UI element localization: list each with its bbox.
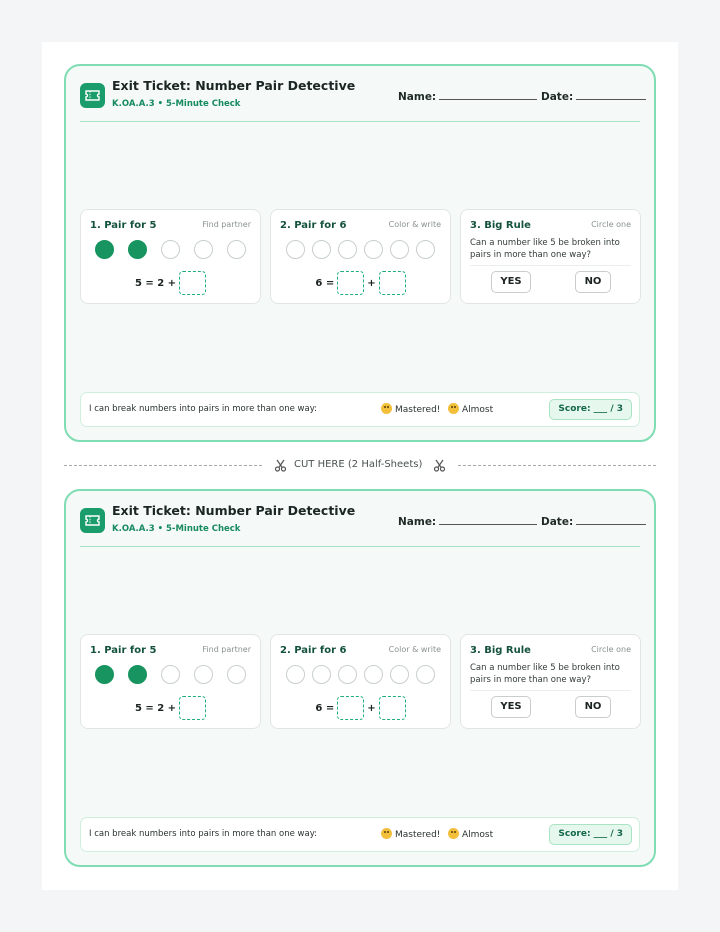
filled-counter-dot[interactable] xyxy=(95,240,114,259)
empty-counter-dot[interactable] xyxy=(364,240,383,259)
exit-ticket-top xyxy=(64,64,656,442)
date-line[interactable] xyxy=(576,90,646,100)
question-title: 1. Pair for 5 xyxy=(90,220,157,231)
counter-dots xyxy=(271,665,450,684)
yes-option[interactable]: YES xyxy=(491,696,531,718)
scissors-icon xyxy=(433,459,446,472)
name-field[interactable] xyxy=(398,90,537,103)
equation xyxy=(271,696,450,720)
empty-counter-dot[interactable] xyxy=(364,665,383,684)
date-field[interactable] xyxy=(541,515,646,528)
plus-sign: + xyxy=(367,277,376,289)
divider xyxy=(470,690,631,691)
ticket-standard: K.OA.A.3 • 5-Minute Check xyxy=(112,524,241,534)
answer-box[interactable] xyxy=(337,271,364,295)
empty-counter-dot[interactable] xyxy=(194,665,213,684)
self-assessment-bar xyxy=(80,817,640,852)
almost-label: Almost xyxy=(462,405,494,415)
empty-counter-dot[interactable] xyxy=(312,665,331,684)
question-hint: Find partner xyxy=(202,220,251,229)
date-label: Date: xyxy=(541,516,574,528)
name-label: Name: xyxy=(398,516,437,528)
empty-counter-dot[interactable] xyxy=(227,240,246,259)
empty-counter-dot[interactable] xyxy=(286,240,305,259)
self-assessment-statement: I can break numbers into pairs in more than one way: xyxy=(89,404,317,414)
smile-emoji-icon xyxy=(381,403,392,414)
question-hint: Color & write xyxy=(388,645,441,654)
question-title: 2. Pair for 6 xyxy=(280,645,347,656)
date-field[interactable] xyxy=(541,90,646,103)
equation xyxy=(81,271,260,295)
counter-dots xyxy=(81,240,260,259)
yes-option[interactable]: YES xyxy=(491,271,531,293)
cut-line xyxy=(64,458,656,472)
empty-counter-dot[interactable] xyxy=(338,240,357,259)
no-option[interactable]: NO xyxy=(575,271,611,293)
filled-counter-dot[interactable] xyxy=(128,240,147,259)
score-box: Score: ___ / 3 xyxy=(549,824,632,845)
empty-counter-dot[interactable] xyxy=(194,240,213,259)
question-hint: Find partner xyxy=(202,645,251,654)
dashed-line xyxy=(64,465,262,466)
score-box: Score: ___ / 3 xyxy=(549,399,632,420)
thinking-emoji-icon xyxy=(448,403,459,414)
counter-dots xyxy=(271,240,450,259)
name-label: Name: xyxy=(398,91,437,103)
cut-label: CUT HERE (2 Half-Sheets) xyxy=(294,459,423,470)
date-line[interactable] xyxy=(576,515,646,525)
smile-emoji-icon xyxy=(381,828,392,839)
ticket-icon xyxy=(80,508,105,533)
empty-counter-dot[interactable] xyxy=(416,665,435,684)
worksheet-page xyxy=(42,42,678,890)
question-title: 1. Pair for 5 xyxy=(90,645,157,656)
mastered-label: Mastered! xyxy=(395,830,441,840)
empty-counter-dot[interactable] xyxy=(390,665,409,684)
mastered-label: Mastered! xyxy=(395,405,441,415)
name-line[interactable] xyxy=(439,515,537,525)
question-hint: Circle one xyxy=(591,645,631,654)
question-card-2 xyxy=(270,209,451,304)
almost-label: Almost xyxy=(462,830,494,840)
question-card-3 xyxy=(460,209,641,304)
question-card-3 xyxy=(460,634,641,729)
scissors-icon xyxy=(274,459,287,472)
divider xyxy=(470,265,631,266)
question-hint: Circle one xyxy=(591,220,631,229)
filled-counter-dot[interactable] xyxy=(128,665,147,684)
almost-option[interactable] xyxy=(448,828,493,840)
no-option[interactable]: NO xyxy=(575,696,611,718)
equation-text: 6 = xyxy=(315,277,335,289)
empty-counter-dot[interactable] xyxy=(227,665,246,684)
answer-box[interactable] xyxy=(379,696,406,720)
counter-dots xyxy=(81,665,260,684)
ticket-header xyxy=(80,78,640,122)
ticket-header xyxy=(80,503,640,547)
question-text: Can a number like 5 be broken into pairs in more than one way? xyxy=(470,663,620,685)
almost-option[interactable] xyxy=(448,403,493,415)
ticket-icon xyxy=(80,83,105,108)
question-card-1 xyxy=(80,634,261,729)
name-line[interactable] xyxy=(439,90,537,100)
equation xyxy=(271,271,450,295)
mastered-option[interactable] xyxy=(381,828,440,840)
question-text: Can a number like 5 be broken into pairs in more than one way? xyxy=(470,238,620,260)
exit-ticket-bottom xyxy=(64,489,656,867)
plus-sign: + xyxy=(367,702,376,714)
question-title: 3. Big Rule xyxy=(470,645,531,656)
self-assessment-bar xyxy=(80,392,640,427)
empty-counter-dot[interactable] xyxy=(312,240,331,259)
answer-box[interactable] xyxy=(337,696,364,720)
question-title: 3. Big Rule xyxy=(470,220,531,231)
thinking-emoji-icon xyxy=(448,828,459,839)
question-card-1 xyxy=(80,209,261,304)
self-assessment-statement: I can break numbers into pairs in more than one way: xyxy=(89,829,317,839)
answer-box[interactable] xyxy=(179,271,206,295)
filled-counter-dot[interactable] xyxy=(95,665,114,684)
answer-box[interactable] xyxy=(179,696,206,720)
equation-text: 5 = 2 + xyxy=(134,702,177,714)
empty-counter-dot[interactable] xyxy=(416,240,435,259)
equation xyxy=(81,696,260,720)
empty-counter-dot[interactable] xyxy=(161,240,180,259)
empty-counter-dot[interactable] xyxy=(286,665,305,684)
empty-counter-dot[interactable] xyxy=(390,240,409,259)
dashed-line xyxy=(458,465,656,466)
ticket-standard: K.OA.A.3 • 5-Minute Check xyxy=(112,99,241,109)
answer-box[interactable] xyxy=(379,271,406,295)
question-card-2 xyxy=(270,634,451,729)
ticket-title: Exit Ticket: Number Pair Detective xyxy=(112,78,356,93)
equation-text: 5 = 2 + xyxy=(134,277,177,289)
ticket-title: Exit Ticket: Number Pair Detective xyxy=(112,503,356,518)
date-label: Date: xyxy=(541,91,574,103)
question-title: 2. Pair for 6 xyxy=(280,220,347,231)
empty-counter-dot[interactable] xyxy=(161,665,180,684)
mastered-option[interactable] xyxy=(381,403,440,415)
empty-counter-dot[interactable] xyxy=(338,665,357,684)
question-hint: Color & write xyxy=(388,220,441,229)
name-field[interactable] xyxy=(398,515,537,528)
equation-text: 6 = xyxy=(315,702,335,714)
